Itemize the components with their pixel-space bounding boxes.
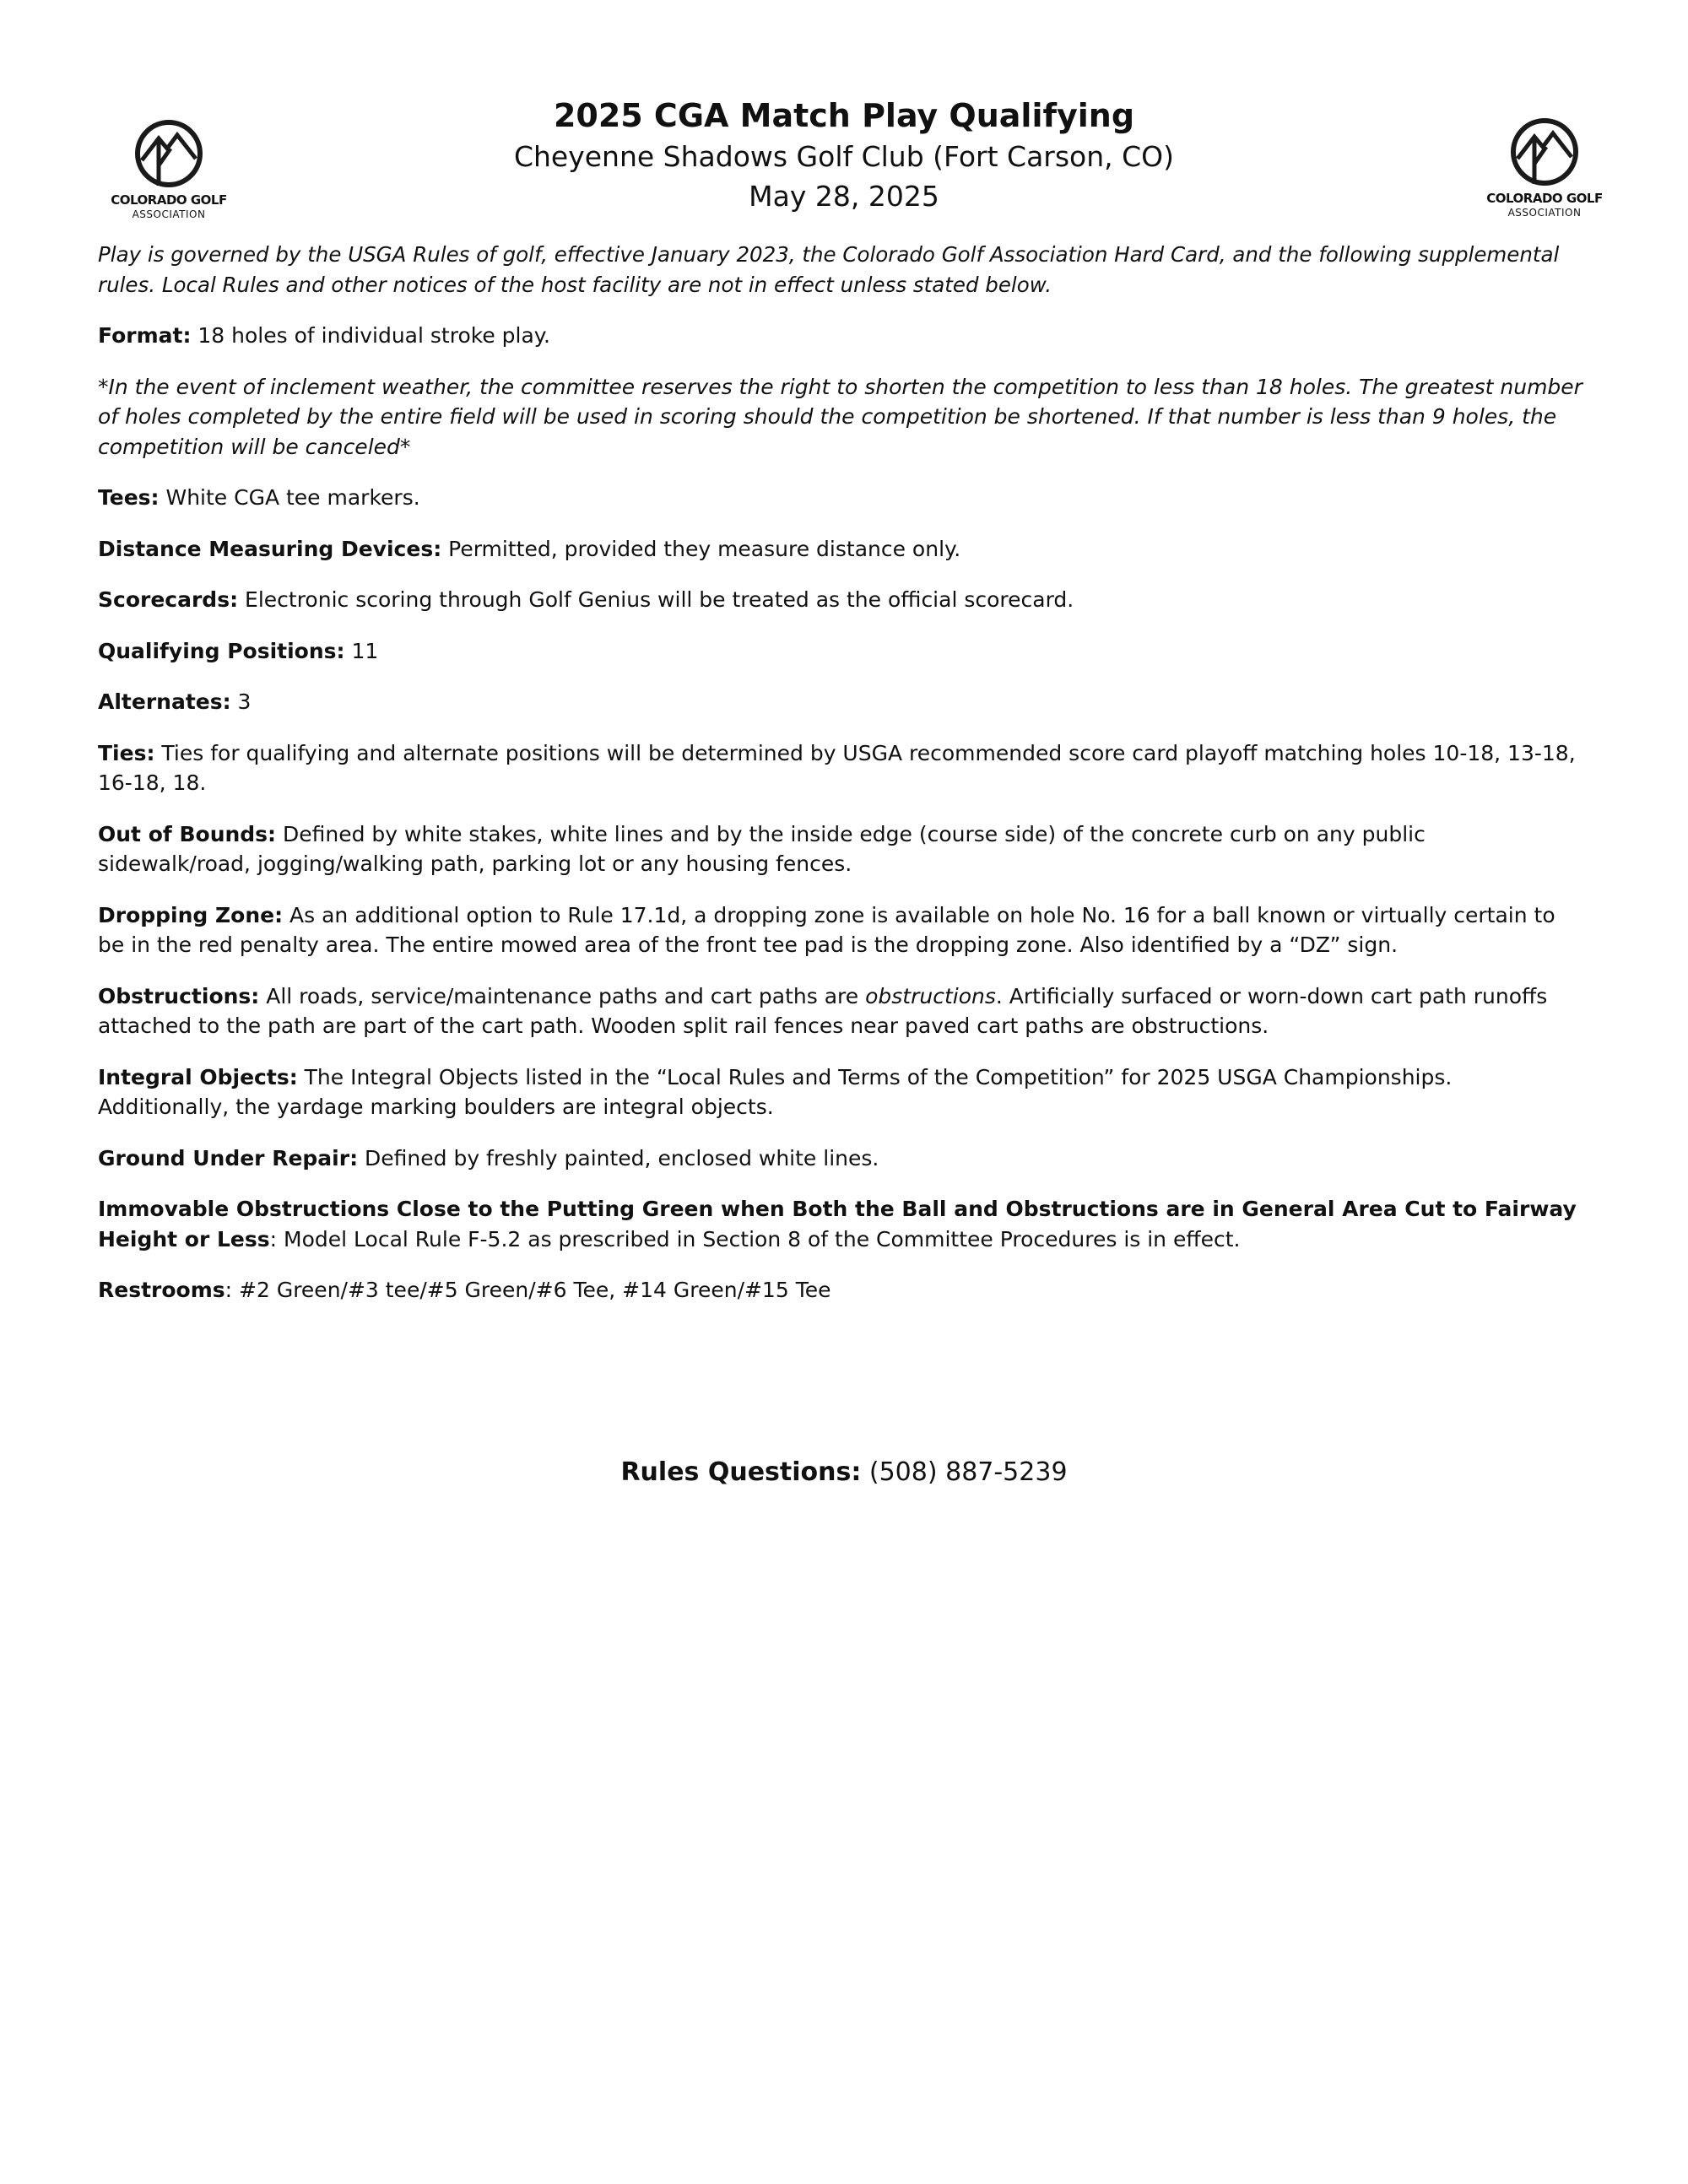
section-label: Obstructions: [98,983,260,1008]
section-label: Scorecards: [98,587,239,612]
restrooms-section [98,1275,1583,1306]
italic-term: obstructions [865,983,996,1008]
section-label: Out of Bounds: [98,821,277,846]
section-label: Integral Objects: [98,1064,298,1089]
oob-section [98,819,1583,879]
logo-subtext: ASSOCIATION [1507,207,1582,219]
section-text: Ties for qualifying and alternate positions will be determined by USGA recommended score card playoff matching holes 10-18, 13-18, 16-18, 18. [98,740,1576,795]
tees-section [98,483,1583,513]
section-text: 18 holes of individual stroke play. [191,323,550,348]
section-text: Permitted, provided they measure distance only. [441,536,961,561]
gur-section [98,1143,1583,1174]
section-text: As an additional option to Rule 17.1d, a dropping zone is available on hole No. 16 for a ball known or virtually certain to be in the red penalty area. The entire mowed area of the front tee pad is the dropping zone. Also identified by a “DZ” sign. [98,902,1555,957]
logo-text: COLORADO GOLF [1486,191,1603,206]
section-text: All roads, service/maintenance paths and cart paths are [259,983,866,1008]
ties-section [98,738,1583,798]
section-text: . Artificially surfaced or worn-down cart path runoffs attached to the path are part of the cart path. Wooden split rail fences near paved cart paths are obstructions. [98,983,1548,1038]
section-label: Distance Measuring Devices: [98,536,442,561]
rules-questions-label: Rules Questions: [620,1457,862,1487]
logo-text: COLORADO GOLF [111,192,227,208]
section-text: White CGA tee markers. [159,485,420,510]
section-text: 3 [230,689,252,714]
obstructions-section [98,981,1583,1041]
document-header [0,95,1688,216]
section-label: Format: [98,323,192,348]
venue: Cheyenne Shadows Golf Club (Fort Carson, CO) [513,140,1175,173]
section-text: : Model Local Rule F-5.2 as prescribed in Section 8 of the Committee Procedures is in effect. [269,1226,1241,1251]
section-text: 11 [344,638,379,663]
section-text: Defined by white stakes, white lines and by the inside edge (course side) of the concrete curb on any public sidewalk/road, jogging/walking path, parking lot or any housing fences. [98,821,1426,876]
section-text: : #2 Green/#3 tee/#5 Green/#6 Tee, #14 Green/#15 Tee [225,1278,831,1302]
section-label: Restrooms [98,1278,225,1302]
section-text: The Integral Objects listed in the “Local Rules and Terms of the Competition” for 2025 USGA Championships. Additionally, the yardage marking boulders are integral objects. [98,1064,1453,1119]
dmd-section [98,534,1583,565]
dropping-zone-section [98,900,1583,960]
section-label: Tees: [98,485,160,510]
rules-questions [0,1457,1688,1487]
logo-subtext: ASSOCIATION [132,208,206,220]
event-date: May 28, 2025 [749,180,939,213]
rules-phone: (508) 887-5239 [861,1457,1068,1487]
format-section [98,321,1583,351]
section-label: Immovable Obstructions Close to the Putting Green when Both the Ball and Obstructions are in General Area Cut to Fairway Height or Less [98,1197,1577,1251]
section-label: Alternates: [98,689,231,714]
weather-note: *In the event of inclement weather, the committee reserves the right to shorten the competition to less than 18 holes. The greatest number of holes completed by the entire field will be used in scoring should the competition be shortened. If that number is less than 9 holes, the competition will be canceled* [98,374,1582,459]
section-text: Electronic scoring through Golf Genius will be treated as the official scorecard. [238,587,1074,612]
section-label: Ground Under Repair: [98,1145,359,1170]
rules-body [98,240,1583,1327]
section-label: Qualifying Positions: [98,638,345,663]
immovable-section [98,1194,1583,1254]
section-text: Defined by freshly painted, enclosed white lines. [358,1145,879,1170]
alternates-section [98,687,1583,717]
scorecards-section [98,585,1583,615]
page-title: 2025 CGA Match Play Qualifying [553,97,1135,134]
integral-objects-section [98,1062,1583,1122]
section-label: Ties: [98,740,155,765]
qualifying-section [98,636,1583,667]
intro-text: Play is governed by the USGA Rules of golf, effective January 2023, the Colorado Golf Association Hard Card, and the following supplemental rules. Local Rules and other notices of the host facility are not in effect unless stated below. [98,242,1560,297]
section-label: Dropping Zone: [98,902,284,927]
